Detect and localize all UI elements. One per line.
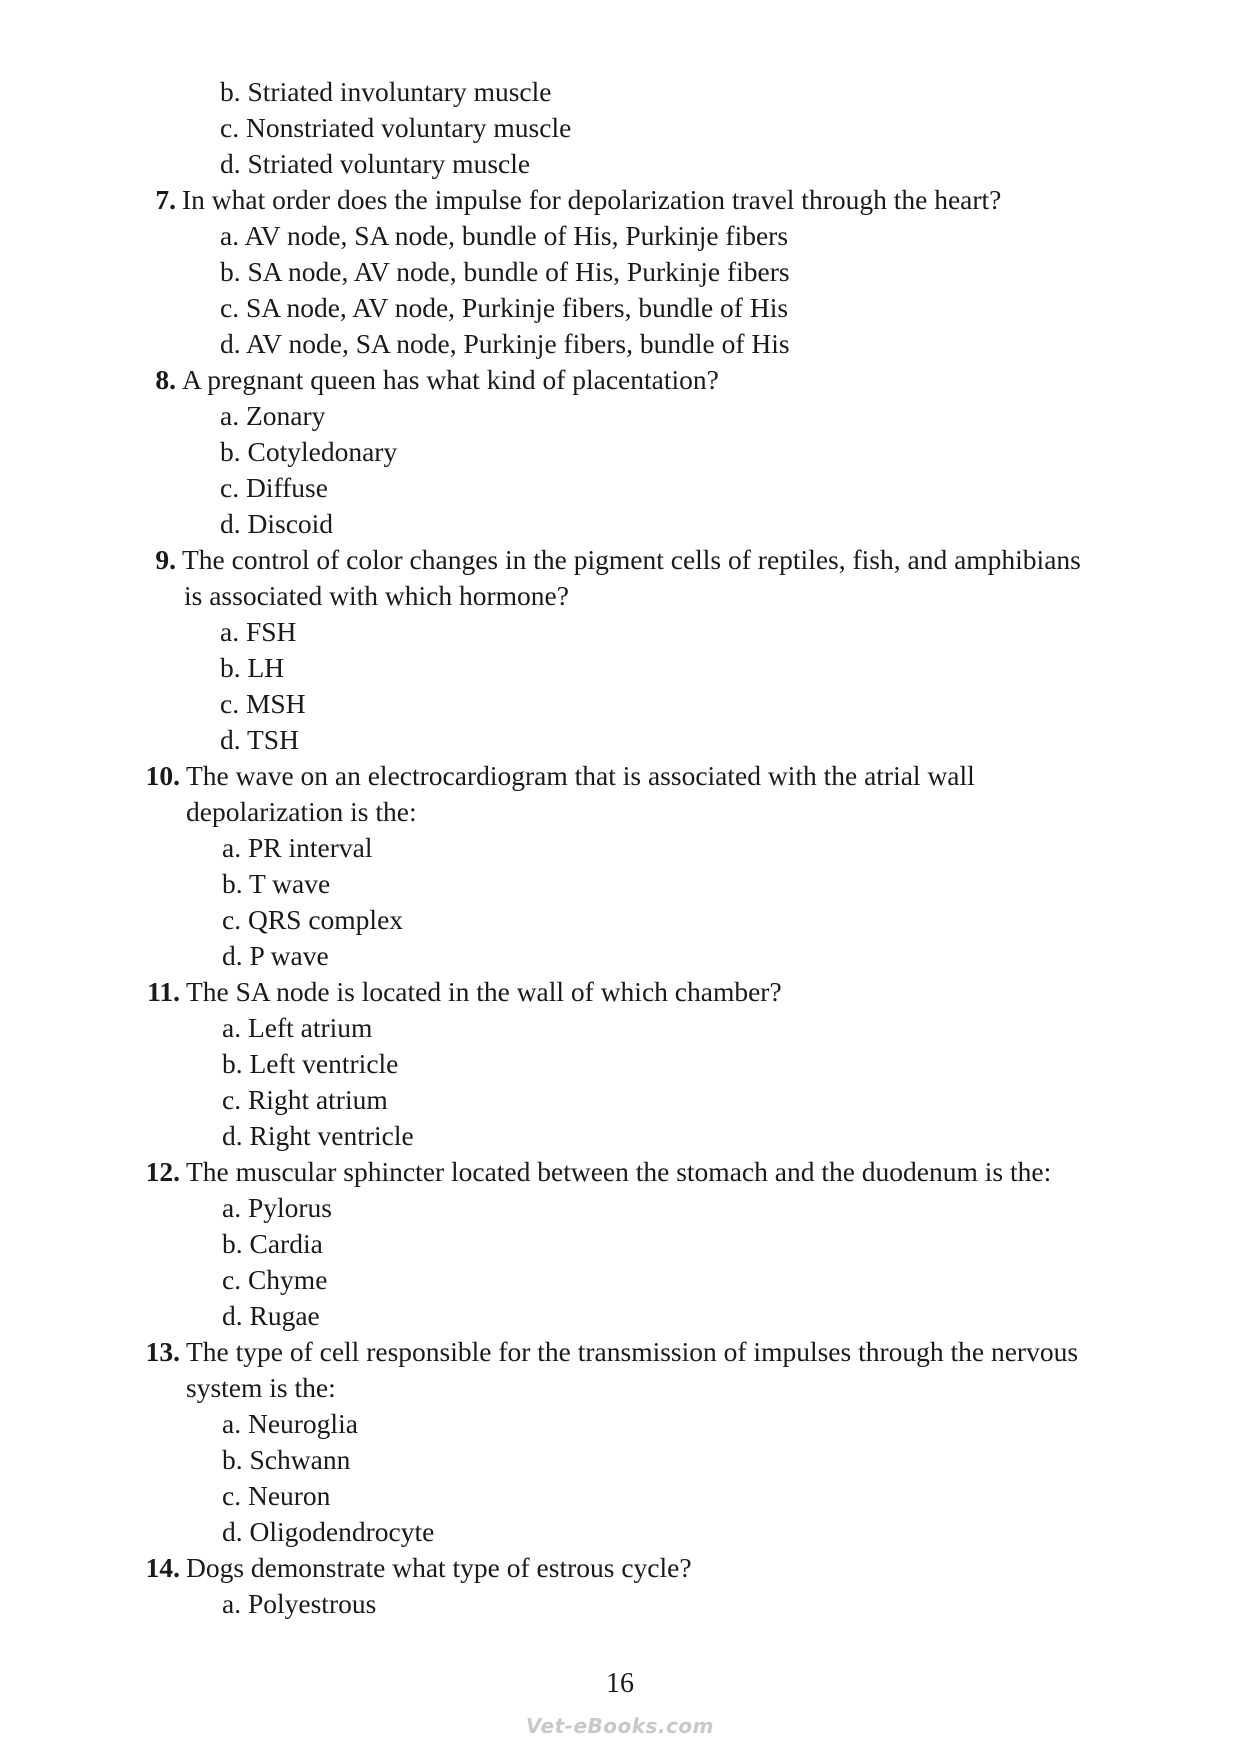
question-8	[140, 362, 1160, 398]
option-14a: a. Polyestrous	[222, 1588, 377, 1619]
question-7	[140, 182, 1160, 218]
question-number: 9.	[155, 544, 176, 575]
option-10c: c. QRS complex	[222, 904, 404, 935]
question-11	[140, 974, 1160, 1010]
question-text: Dogs demonstrate what type of estrous cycle?	[186, 1552, 692, 1583]
option-13d: d. Oligodendrocyte	[222, 1516, 435, 1547]
option-8a: a. Zonary	[220, 400, 326, 431]
option-11d: d. Right ventricle	[222, 1120, 414, 1151]
option-13b: b. Schwann	[222, 1444, 351, 1475]
option-8d: d. Discoid	[220, 508, 334, 539]
question-number: 8.	[155, 364, 176, 395]
question-text: The control of color changes in the pigment cells of reptiles, fish, and amphibians	[182, 544, 1081, 575]
question-text-continuation: system is the:	[186, 1372, 336, 1403]
question-text: The muscular sphincter located between the stomach and the duodenum is the:	[186, 1156, 1052, 1187]
option-8c: c. Diffuse	[220, 472, 328, 503]
question-number: 13.	[145, 1336, 180, 1367]
option-11c: c. Right atrium	[222, 1084, 388, 1115]
option-7d: d. AV node, SA node, Purkinje fibers, bundle of His	[220, 328, 790, 359]
option-9a: a. FSH	[220, 616, 297, 647]
question-12	[140, 1154, 1160, 1190]
option-11a: a. Left atrium	[222, 1012, 373, 1043]
option-6d: d. Striated voluntary muscle	[220, 148, 531, 179]
option-11b: b. Left ventricle	[222, 1048, 399, 1079]
question-text-continuation: is associated with which hormone?	[184, 580, 569, 611]
question-text: The SA node is located in the wall of which chamber?	[186, 976, 782, 1007]
option-7a: a. AV node, SA node, bundle of His, Purkinje fibers	[220, 220, 789, 251]
option-6b: b. Striated involuntary muscle	[220, 76, 552, 107]
option-12d: d. Rugae	[222, 1300, 320, 1331]
option-13c: c. Neuron	[222, 1480, 331, 1511]
option-9c: c. MSH	[220, 688, 306, 719]
question-13	[140, 1334, 1160, 1370]
option-10a: a. PR interval	[222, 832, 373, 863]
question-number: 10.	[145, 760, 180, 791]
watermark-logo: Vet-eBooks.com	[526, 1714, 714, 1738]
option-6c: c. Nonstriated voluntary muscle	[220, 112, 572, 143]
question-text: A pregnant queen has what kind of placentation?	[182, 364, 719, 395]
question-text: The type of cell responsible for the transmission of impulses through the nervous	[186, 1336, 1079, 1367]
option-7b: b. SA node, AV node, bundle of His, Purkinje fibers	[220, 256, 790, 287]
option-9d: d. TSH	[220, 724, 299, 755]
option-9b: b. LH	[220, 652, 285, 683]
question-list	[140, 74, 1160, 1622]
option-12b: b. Cardia	[222, 1228, 323, 1259]
question-text-continuation: depolarization is the:	[186, 796, 417, 827]
page-number: 16	[606, 1668, 634, 1699]
option-8b: b. Cotyledonary	[220, 436, 398, 467]
question-number: 11.	[147, 976, 180, 1007]
option-10d: d. P wave	[222, 940, 329, 971]
question-9	[140, 542, 1160, 578]
question-number: 7.	[155, 184, 176, 215]
question-text: The wave on an electrocardiogram that is associated with the atrial wall	[186, 760, 975, 791]
question-10	[140, 758, 1160, 794]
option-12c: c. Chyme	[222, 1264, 328, 1295]
question-14	[140, 1550, 1160, 1586]
option-10b: b. T wave	[222, 868, 331, 899]
option-7c: c. SA node, AV node, Purkinje fibers, bundle of His	[220, 292, 789, 323]
option-13a: a. Neuroglia	[222, 1408, 358, 1439]
question-text: In what order does the impulse for depolarization travel through the heart?	[182, 184, 1002, 215]
question-number: 12.	[145, 1156, 180, 1187]
option-12a: a. Pylorus	[222, 1192, 332, 1223]
question-number: 14.	[145, 1552, 180, 1583]
